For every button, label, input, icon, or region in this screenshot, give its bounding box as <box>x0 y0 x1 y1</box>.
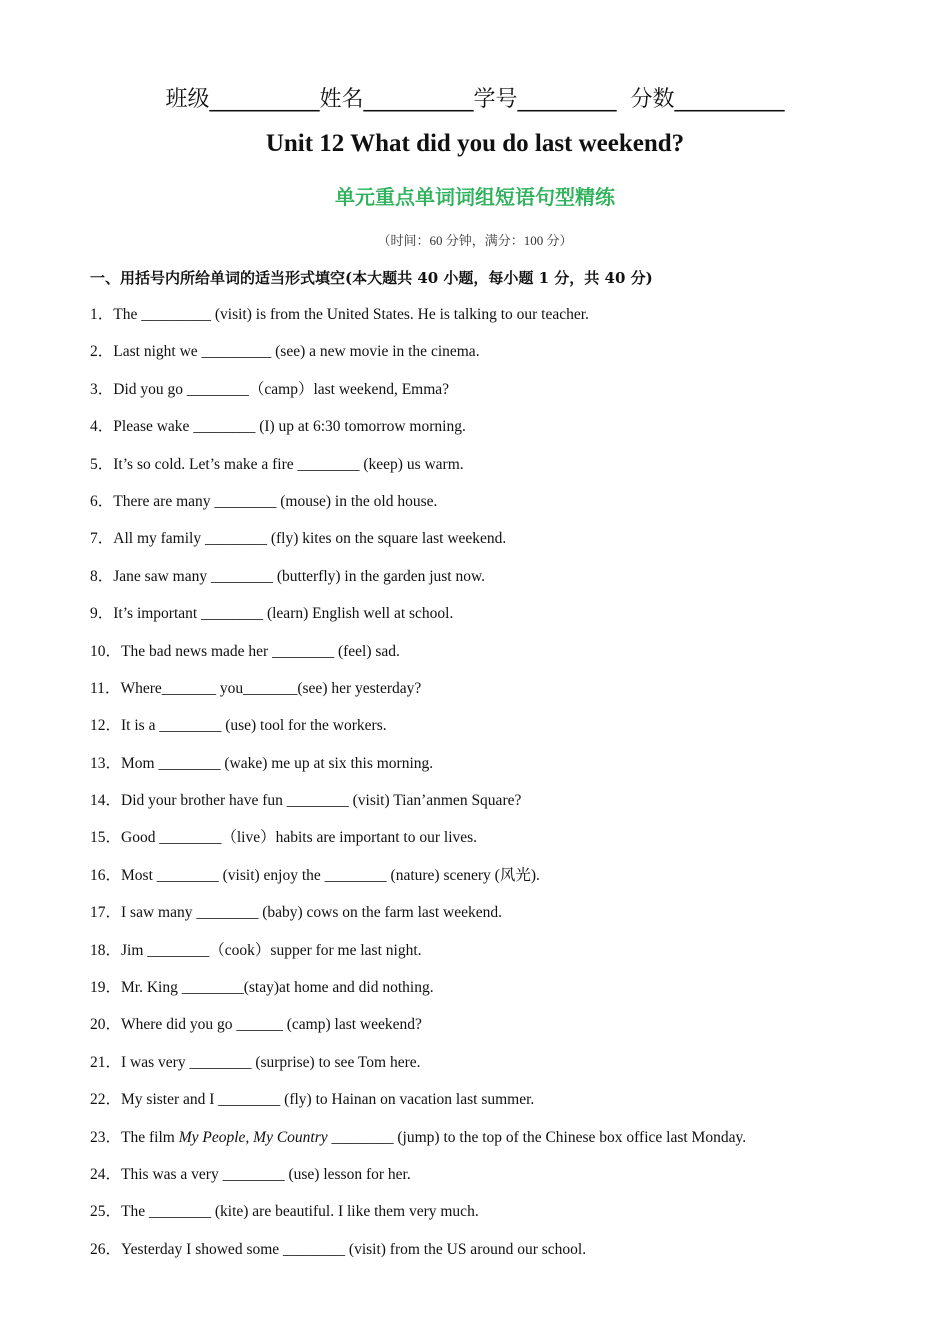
time-score-note: （时间：60 分钟，满分：100 分） <box>377 233 573 248</box>
question-text: Most ________ (visit) enjoy the ________ (nature) scenery (风光). <box>121 866 540 884</box>
question-text: Yesterday I showed some ________ (visit) from the US around our school. <box>121 1240 587 1258</box>
question-number: 10． <box>90 642 122 660</box>
question-item <box>90 1051 890 1088</box>
question-number: 2． <box>90 343 114 361</box>
question-number: 21． <box>90 1053 122 1071</box>
question-item <box>90 826 890 863</box>
question-number: 25． <box>90 1203 122 1221</box>
question-list <box>90 303 890 1275</box>
question-text: The bad news made her ________ (feel) sad. <box>121 642 400 660</box>
question-number: 4． <box>90 418 114 436</box>
question-item <box>90 1088 890 1125</box>
question-number: 5． <box>90 455 114 473</box>
question-number: 3． <box>90 380 114 398</box>
question-text: Mr. King ________(stay)at home and did nothing. <box>121 979 434 997</box>
question-item <box>90 1126 890 1163</box>
question-text: It’s so cold. Let’s make a fire ________ (keep) us warm. <box>113 455 464 473</box>
question-text: There are many ________ (mouse) in the old house. <box>113 492 438 510</box>
question-number: 7． <box>90 530 114 548</box>
question-number: 8． <box>90 567 114 585</box>
section-heading: 一、用括号内所给单词的适当形式填空(本大题共 40 小题，每小题 1 分，共 40 分) <box>90 269 653 287</box>
question-number: 19． <box>90 979 122 997</box>
question-item <box>90 490 890 527</box>
question-item <box>90 415 890 452</box>
page-subtitle: 单元重点单词词组短语句型精练 <box>335 185 615 209</box>
question-item <box>90 939 890 976</box>
question-text: Please wake ________ (I) up at 6:30 tomorrow morning. <box>113 418 466 436</box>
question-item <box>90 378 890 415</box>
question-number: 6． <box>90 492 114 510</box>
question-item <box>90 789 890 826</box>
question-text: Did you go ________（camp）last weekend, Emma? <box>113 380 450 398</box>
page-title: Unit 12 What did you do last weekend? <box>265 130 685 157</box>
question-text: The _________ (visit) is from the United States. He is talking to our teacher. <box>113 306 589 323</box>
question-item <box>90 1013 890 1050</box>
question-item <box>90 565 890 602</box>
question-number: 18． <box>90 941 122 959</box>
question-text: This was a very ________ (use) lesson for her. <box>121 1165 411 1183</box>
film-title: My People, My Country <box>178 1128 328 1146</box>
question-number: 1． <box>90 306 114 323</box>
question-number: 26． <box>90 1240 122 1258</box>
question-text: All my family ________ (fly) kites on the square last weekend. <box>113 530 507 548</box>
question-item <box>90 602 890 639</box>
question-number: 15． <box>90 829 122 847</box>
question-number: 23． <box>90 1128 122 1146</box>
question-item <box>90 752 890 789</box>
question-number: 17． <box>90 904 122 922</box>
question-text: Good ________（live）habits are important to our lives. <box>121 829 478 847</box>
question-item <box>90 340 890 377</box>
question-item <box>90 864 890 901</box>
question-item <box>90 1238 890 1275</box>
question-number: 9． <box>90 605 114 623</box>
question-text: I was very ________ (surprise) to see Tom here. <box>121 1053 421 1071</box>
question-item <box>90 714 890 751</box>
question-text: Jim ________（cook）supper for me last night. <box>121 941 422 959</box>
question-number: 11． <box>90 679 121 697</box>
question-text: Did your brother have fun ________ (visit) Tian’anmen Square? <box>121 792 522 810</box>
question-text: My sister and I ________ (fly) to Hainan on vacation last summer. <box>121 1091 535 1109</box>
question-number: 16． <box>90 866 122 884</box>
question-number: 14． <box>90 792 122 810</box>
question-text: Mom ________ (wake) me up at six this morning. <box>121 754 434 772</box>
question-item <box>90 303 890 340</box>
question-item <box>90 677 890 714</box>
question-number: 24． <box>90 1165 122 1183</box>
question-number: 22． <box>90 1091 122 1109</box>
question-item <box>90 527 890 564</box>
question-text-prefix: The film <box>121 1128 179 1146</box>
question-text: Last night we _________ (see) a new movie in the cinema. <box>113 343 480 361</box>
student-info-line: 班级__________姓名__________学号_________ 分数__________ <box>165 87 785 112</box>
question-text: Jane saw many ________ (butterfly) in the garden just now. <box>113 567 486 585</box>
question-item <box>90 976 890 1013</box>
question-item <box>90 1163 890 1200</box>
question-text: I saw many ________ (baby) cows on the farm last weekend. <box>121 904 502 922</box>
question-item <box>90 453 890 490</box>
question-text: It is a ________ (use) tool for the workers. <box>121 717 387 735</box>
question-number: 13． <box>90 754 122 772</box>
question-text: The ________ (kite) are beautiful. I like them very much. <box>121 1203 479 1221</box>
question-number: 20． <box>90 1016 122 1034</box>
question-item <box>90 1200 890 1237</box>
question-text: Where_______ you_______(see) her yesterday? <box>120 679 422 697</box>
question-text: ________ (jump) to the top of the Chinese box office last Monday. <box>327 1128 747 1146</box>
question-item <box>90 901 890 938</box>
question-item <box>90 640 890 677</box>
question-text: It’s important ________ (learn) English well at school. <box>113 605 454 623</box>
question-text: Where did you go ______ (camp) last weekend? <box>121 1016 422 1034</box>
question-number: 12． <box>90 717 122 735</box>
